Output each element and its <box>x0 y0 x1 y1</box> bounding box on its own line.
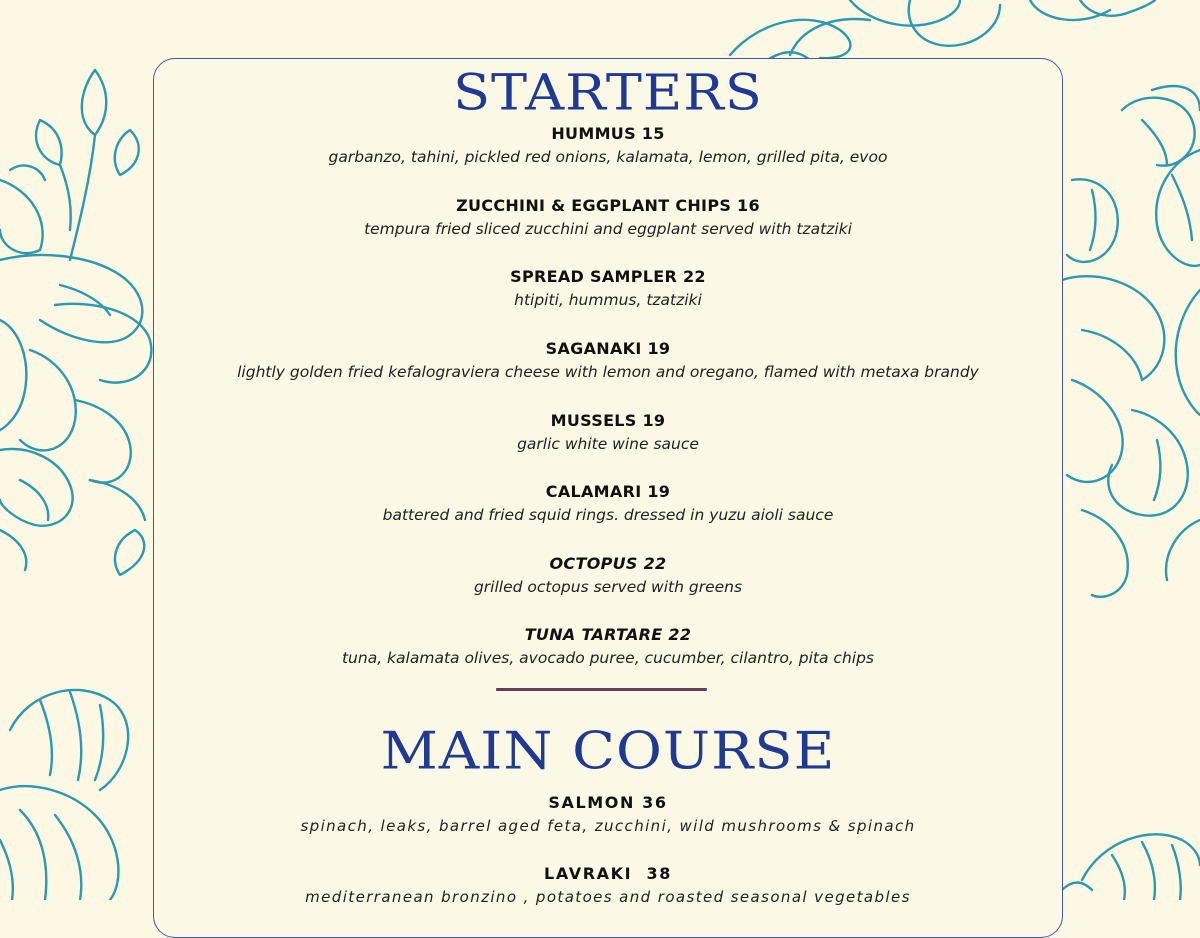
floral-decoration-bottom-right <box>1062 820 1200 900</box>
menu-item-spread-sampler <box>154 267 1062 311</box>
main-course-title: MAIN COURSE <box>380 721 836 782</box>
menu-item-octopus <box>154 554 1062 598</box>
menu-item-saganaki <box>154 339 1062 383</box>
item-description: tuna, kalamata olives, avocado puree, cucumber, cilantro, pita chips <box>341 649 874 667</box>
floral-decoration-left <box>0 60 160 580</box>
item-name: SAGANAKI 19 <box>545 339 671 358</box>
item-name: TUNA TARTARE 22 <box>524 625 692 644</box>
menu-item-mussels <box>154 411 1062 455</box>
item-name: MUSSELS 19 <box>550 411 666 430</box>
menu-item-hummus <box>154 124 1062 168</box>
starters-title: STARTERS <box>453 63 763 122</box>
item-name: SPREAD SAMPLER 22 <box>510 267 706 286</box>
menu-item-calamari <box>154 482 1062 526</box>
item-description: garlic white wine sauce <box>517 435 699 453</box>
item-name: CALAMARI 19 <box>545 482 671 501</box>
item-description: mediterranean bronzino , potatoes and roasted seasonal vegetables <box>305 888 911 906</box>
item-name: LAVRAKI 38 <box>544 864 672 883</box>
menu-item-salmon <box>154 793 1062 837</box>
section-divider <box>496 688 707 691</box>
menu-panel <box>153 58 1063 938</box>
menu-item-tuna-tartare <box>154 625 1062 669</box>
menu-item-zucchini-eggplant-chips <box>154 196 1062 240</box>
item-description: spinach, leaks, barrel aged feta, zucchini, wild mushrooms & spinach <box>300 817 916 835</box>
item-description: battered and fried squid rings. dressed in yuzu aioli sauce <box>382 506 834 524</box>
item-name: SALMON 36 <box>548 793 668 812</box>
item-description: lightly golden fried kefalograviera cheese with lemon and oregano, flamed with metaxa brandy <box>237 363 979 381</box>
floral-decoration-right <box>1062 80 1200 600</box>
item-description: garbanzo, tahini, pickled red onions, kalamata, lemon, grilled pita, evoo <box>328 148 888 166</box>
item-description: htipiti, hummus, tzatziki <box>514 291 702 309</box>
item-name: HUMMUS 15 <box>551 124 665 143</box>
item-name: ZUCCHINI & EGGPLANT CHIPS 16 <box>456 196 760 215</box>
menu-item-lavraki <box>154 864 1062 908</box>
item-description: grilled octopus served with greens <box>473 578 743 596</box>
floral-decoration-bottom-left <box>0 680 160 900</box>
item-name: OCTOPUS 22 <box>549 554 667 573</box>
item-description: tempura fried sliced zucchini and eggplant served with tzatziki <box>364 220 852 238</box>
